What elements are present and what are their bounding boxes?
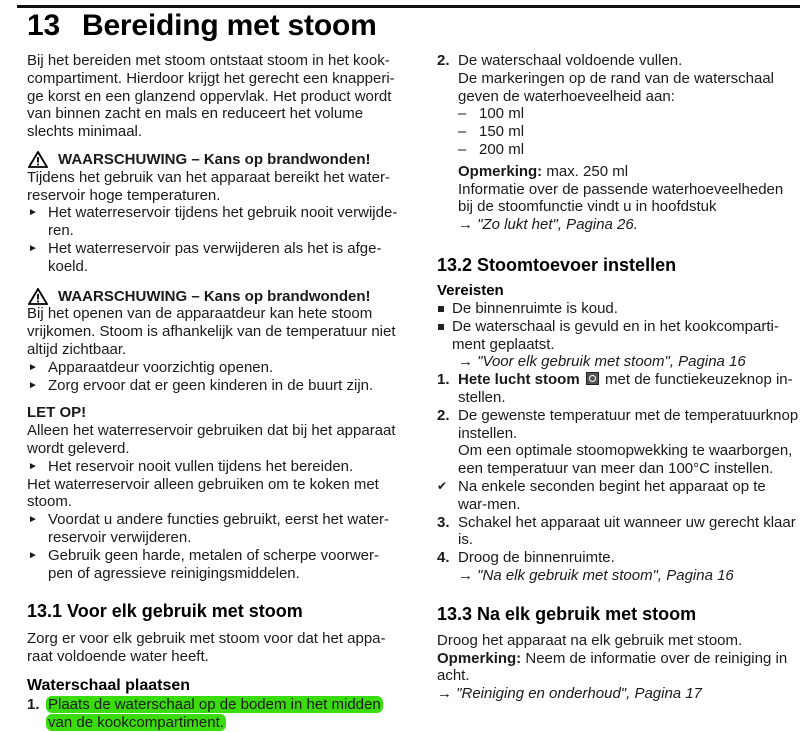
cross-reference-link[interactable]: → "Na elk gebruik met stoom", Pagina 16	[458, 566, 734, 584]
bullet-text: Het waterreservoir tijdens het gebruik nooit verwijde-ren.	[48, 204, 398, 240]
section-title: 13.2 Stoomtoevoer instellen	[437, 254, 677, 275]
note-label: Opmerking:	[458, 162, 543, 180]
bullet-item	[27, 458, 402, 476]
section-title: 13.3 Na elk gebruik met stoom	[437, 603, 697, 624]
note-text: Neem de informatie over de reiniging in acht.	[437, 649, 788, 685]
bullet-text: Voordat u andere functies gebruikt, eerst het water-reservoir verwijderen.	[48, 511, 390, 546]
bullet-text: Apparaatdeur voorzichtig openen.	[48, 358, 274, 376]
step-item	[437, 549, 799, 585]
steam-function-icon	[586, 372, 599, 385]
chapter-title	[27, 9, 377, 43]
step-number: 2.	[437, 52, 450, 69]
amount-text: 100 ml	[479, 105, 525, 123]
step-number: 1.	[437, 371, 450, 389]
step-number: 4.	[437, 549, 450, 567]
step-item	[437, 52, 799, 105]
dash-bullet-icon: –	[458, 105, 467, 123]
cross-reference-link[interactable]: → "Zo lukt het", Pagina 26.	[458, 216, 638, 234]
amount-text: 150 ml	[479, 123, 525, 141]
bullet-text: Gebruik geen harde, metalen of scherpe voorwer-pen of agressieve reinigingsmiddelen.	[48, 546, 380, 582]
info-text: Informatie over de passende waterhoeveelheden bij de stoomfunctie vindt u in hoofdstuk	[458, 180, 784, 216]
highlighted-step-text: Plaats de waterschaal op de bodem in het midden van de kookcompartiment.	[48, 695, 381, 731]
step-item	[437, 407, 799, 478]
warning-heading	[27, 151, 402, 169]
right-column	[437, 52, 799, 703]
caution-text: Het waterreservoir alleen gebruiken om te koken met stoom.	[27, 475, 379, 511]
bullet-item	[27, 359, 402, 377]
top-rule	[17, 5, 800, 8]
result-item	[437, 478, 799, 514]
bullet-item	[27, 511, 402, 547]
requirements-title: Vereisten	[437, 281, 504, 299]
arrow-bullet-icon: ►	[28, 361, 38, 373]
step-item	[437, 371, 799, 407]
step-text: Droog de binnenruimte.	[458, 549, 615, 567]
arrow-bullet-icon: ►	[28, 460, 38, 472]
checkmark-icon: ✔	[437, 478, 448, 493]
dash-bullet-icon: –	[458, 123, 467, 141]
amount-text: 200 ml	[479, 140, 525, 158]
note	[437, 650, 799, 686]
step-number: 2.	[437, 406, 450, 424]
caution-title: LET OP!	[27, 404, 87, 422]
requirement-item	[437, 318, 799, 354]
requirement-text: De waterschaal is gevuld en in het kookcomparti-ment geplaatst.	[452, 317, 779, 353]
note	[458, 163, 799, 181]
amount-item	[437, 123, 799, 141]
step-number: 1.	[27, 695, 40, 713]
dash-bullet-icon: –	[458, 140, 467, 158]
square-bullet-icon	[438, 324, 444, 330]
section-text: Zorg er voor elk gebruik met stoom voor dat het appa-raat voldoende water heeft.	[27, 630, 386, 666]
result-text: Na enkele seconden begint het apparaat op te war-men.	[458, 477, 766, 513]
warning-triangle-icon	[28, 151, 48, 168]
bullet-text: Zorg ervoor dat er geen kinderen in de buurt zijn.	[48, 376, 374, 394]
note-text: max. 250 ml	[542, 162, 629, 180]
square-bullet-icon	[438, 306, 444, 312]
arrow-bullet-icon: ►	[28, 549, 38, 561]
arrow-bullet-icon: ►	[28, 514, 38, 526]
warning-title: WAARSCHUWING – Kans op brandwonden!	[58, 287, 371, 305]
chapter-title-text: Bereiding met stoom	[81, 9, 377, 42]
bullet-item	[27, 377, 402, 395]
caution-text: Alleen het waterreservoir gebruiken dat bij het apparaat wordt geleverd.	[27, 422, 396, 457]
cross-reference-link[interactable]: → "Reiniging en onderhoud", Pagina 17	[437, 685, 703, 703]
requirement-text: De binnenruimte is koud.	[452, 299, 618, 317]
warning-title: WAARSCHUWING – Kans op brandwonden!	[58, 150, 371, 168]
note-label: Opmerking:	[437, 649, 522, 667]
note-block	[437, 163, 799, 234]
function-name: Hete lucht stoom	[458, 371, 580, 389]
step-number: 3.	[437, 513, 450, 531]
warning-triangle-icon	[28, 288, 48, 305]
bullet-text: Het waterreservoir pas verwijderen als het is afge-koeld.	[48, 239, 382, 275]
step-text: met de functiekeuzeknop in-stellen.	[458, 371, 793, 406]
intro-paragraph: Bij het bereiden met stoom ontstaat stoom in het kook-compartiment. Hierdoor krijgt het gerecht een knapperi-ge korst en een glanzend oppervlak. Het product wordt van binnen zacht en mals en reduceert het volume slechts minimaal.	[27, 52, 395, 141]
section-title: 13.1 Voor elk gebruik met stoom	[27, 601, 303, 622]
step-detail: De markeringen op de rand van de waterschaal geven de waterhoeveelheid aan:	[458, 69, 775, 105]
amount-item	[437, 105, 799, 123]
left-column	[27, 52, 402, 732]
cross-reference-link[interactable]: → "Voor elk gebruik met stoom", Pagina 16	[458, 353, 746, 371]
step-detail: Om een optimale stoomopwekking te waarborgen, een temperatuur van meer dan 100°C instellen.	[458, 442, 793, 478]
arrow-bullet-icon: ►	[28, 207, 38, 219]
step-text: De waterschaal voldoende vullen.	[458, 52, 683, 69]
amount-item	[437, 141, 799, 159]
arrow-bullet-icon: ►	[28, 242, 38, 254]
step-item	[27, 696, 402, 732]
warning-heading	[27, 288, 402, 306]
bullet-item	[27, 204, 402, 240]
section-text: Droog het apparaat na elk gebruik met stoom.	[437, 631, 743, 649]
bullet-text: Het reservoir nooit vullen tijdens het bereiden.	[48, 457, 354, 475]
bullet-item	[27, 240, 402, 276]
step-item	[437, 514, 799, 550]
warning-text: Tijdens het gebruik van het apparaat bereikt het water-reservoir hoge temperaturen.	[27, 168, 390, 204]
arrow-bullet-icon: ►	[28, 379, 38, 391]
bullet-item	[27, 547, 402, 583]
warning-text: Bij het openen van de apparaatdeur kan hete stoom vrijkomen. Stoom is afhankelijk van de temperatuur niet altijd zichtbaar.	[27, 305, 396, 358]
requirement-item	[437, 300, 799, 318]
chapter-number: 13	[27, 9, 60, 42]
step-text: Schakel het apparaat uit wanneer uw gerecht klaar is.	[458, 513, 796, 549]
step-text: De gewenste temperatuur met de temperatuurknop instellen.	[458, 406, 799, 442]
subsection-title: Waterschaal plaatsen	[27, 676, 191, 694]
